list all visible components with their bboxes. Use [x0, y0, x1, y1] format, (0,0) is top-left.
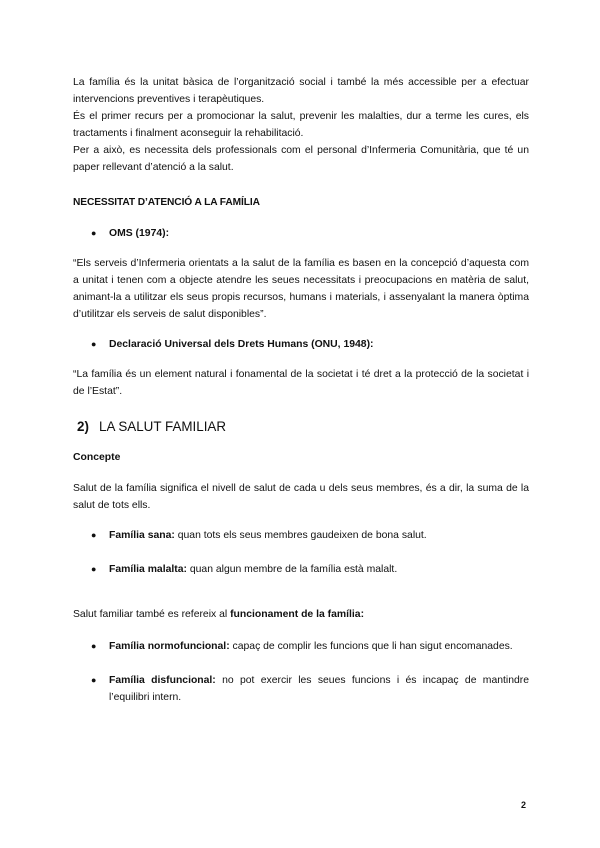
normofuncional-text: capaç de complir les funcions que li han sigut encomanades.: [229, 641, 513, 652]
page-number: 2: [520, 800, 526, 810]
disfuncional-label: Família disfuncional:: [109, 675, 216, 686]
bullet-icon: ●: [91, 228, 97, 238]
bullet-disfuncional: [73, 672, 529, 706]
bullet-oms: [73, 225, 529, 242]
bullet-familia-malalta: [73, 561, 529, 578]
funcionament-paragraph: [73, 606, 529, 623]
disfuncional-text: no pot exercir les seues funcions i és incapaç de mantindre l’equilibri intern.: [109, 675, 529, 703]
bullet-icon: ●: [91, 564, 97, 574]
familia-malalta-text: quan algun membre de la família està malalt.: [186, 564, 398, 575]
section-title: LA SALUT FAMILIAR: [99, 419, 227, 434]
normofuncional-label: Família normofuncional:: [109, 641, 230, 652]
intro-paragraph-2: És el primer recurs per a promocionar la salut, prevenir les malalties, dur a terme les cures, els tractaments i finalment aconseguir la rehabilitació.: [73, 111, 529, 139]
familia-malalta-item: [109, 561, 529, 578]
funcionament-bold: funcionament de la família:: [230, 609, 365, 620]
concept-heading: Concepte: [73, 452, 121, 463]
intro-paragraph-1: La família és la unitat bàsica de l’organització social i també la més accessible per a efectuar intervencions preventives i terapèutiques.: [73, 77, 529, 105]
familia-sana-item: [109, 527, 529, 544]
necessitat-heading: NECESSITAT D’ATENCIÓ A LA FAMÍLIA: [73, 197, 260, 208]
funcionament-prefix: Salut familiar també es refereix al: [73, 609, 231, 620]
dudh-label: Declaració Universal dels Drets Humans (ONU, 1948):: [109, 339, 374, 350]
familia-sana-label: Família sana:: [109, 530, 175, 541]
familia-sana-text: quan tots els seus membres gaudeixen de bona salut.: [174, 530, 427, 541]
section-2-heading: [73, 418, 529, 435]
bullet-normofuncional: [73, 638, 529, 655]
document-page: [73, 74, 529, 706]
section-number: 2): [77, 419, 89, 434]
oms-quote: “Els serveis d’Infermeria orientats a la salut de la família es basen en la concepció d’aquesta com a unitat i tenen com a objecte atendre les seues necessitats i preocupacions en matèria de salut, animant-la a utilitzar els seus propis recursos, humans i materials, i assenyalant la manera òptima d’utilitzar els serveis de salut disponibles”.: [73, 258, 529, 320]
bullet-icon: ●: [91, 675, 97, 685]
dudh-quote: “La família és un element natural i fonamental de la societat i té dret a la protecció de la societat i de l’Estat”.: [73, 369, 529, 397]
bullet-familia-sana: [73, 527, 529, 544]
bullet-icon: ●: [91, 530, 97, 540]
bullet-icon: ●: [91, 339, 97, 349]
bullet-icon: ●: [91, 641, 97, 651]
disfuncional-item: [109, 672, 529, 706]
normofuncional-item: [109, 638, 529, 655]
concept-text: Salut de la família significa el nivell de salut de cada u dels seus membres, és a dir, la suma de la salut de tots ells.: [73, 483, 529, 511]
oms-label: OMS (1974):: [109, 228, 170, 239]
familia-malalta-label: Família malalta:: [109, 564, 187, 575]
intro-paragraph-3: Per a això, es necessita dels professionals com el personal d’Infermeria Comunitària, que té un paper rellevant d’atenció a la salut.: [73, 145, 529, 173]
bullet-dudh: [73, 336, 529, 353]
